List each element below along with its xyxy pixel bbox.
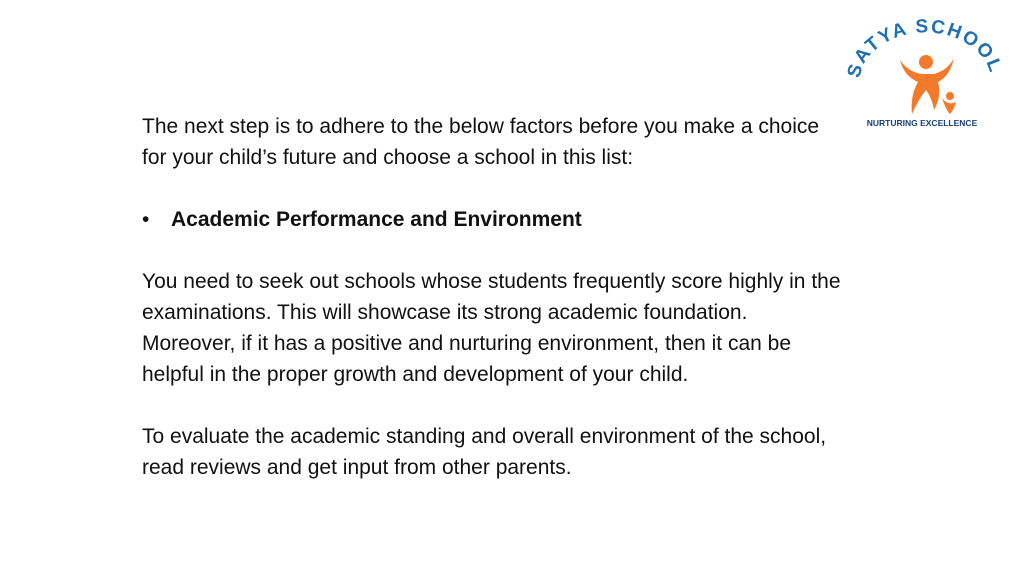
paragraph-academic: You need to seek out schools whose students frequently score highly in the examinations. This will showcase its strong academic foundation. Moreover, if it has a positive and nurturing environment, then it can be helpful in the proper growth and development of your child. <box>142 270 841 386</box>
satya-school-logo <box>838 14 1008 134</box>
intro-paragraph: The next step is to adhere to the below factors before you make a choice for your child’s future and choose a school in this list: <box>142 115 820 169</box>
spacer <box>142 235 842 266</box>
spacer <box>142 173 842 204</box>
logo-graphic <box>838 14 1008 134</box>
logo-arc-text: SATYA SCHOOL <box>843 16 1007 80</box>
child-body-icon <box>942 98 956 114</box>
bullet-heading: Academic Performance and Environment <box>171 208 582 231</box>
figure-head-icon <box>919 55 933 69</box>
child-head-icon <box>946 92 954 100</box>
bullet-item <box>142 204 842 235</box>
paragraph-evaluate: To evaluate the academic standing and overall environment of the school, read reviews and get input from other parents. <box>142 425 827 479</box>
bullet-icon: • <box>142 208 150 231</box>
spacer <box>142 390 842 421</box>
logo-tagline: NURTURING EXCELLENCE <box>866 118 978 128</box>
main-content <box>142 111 842 483</box>
